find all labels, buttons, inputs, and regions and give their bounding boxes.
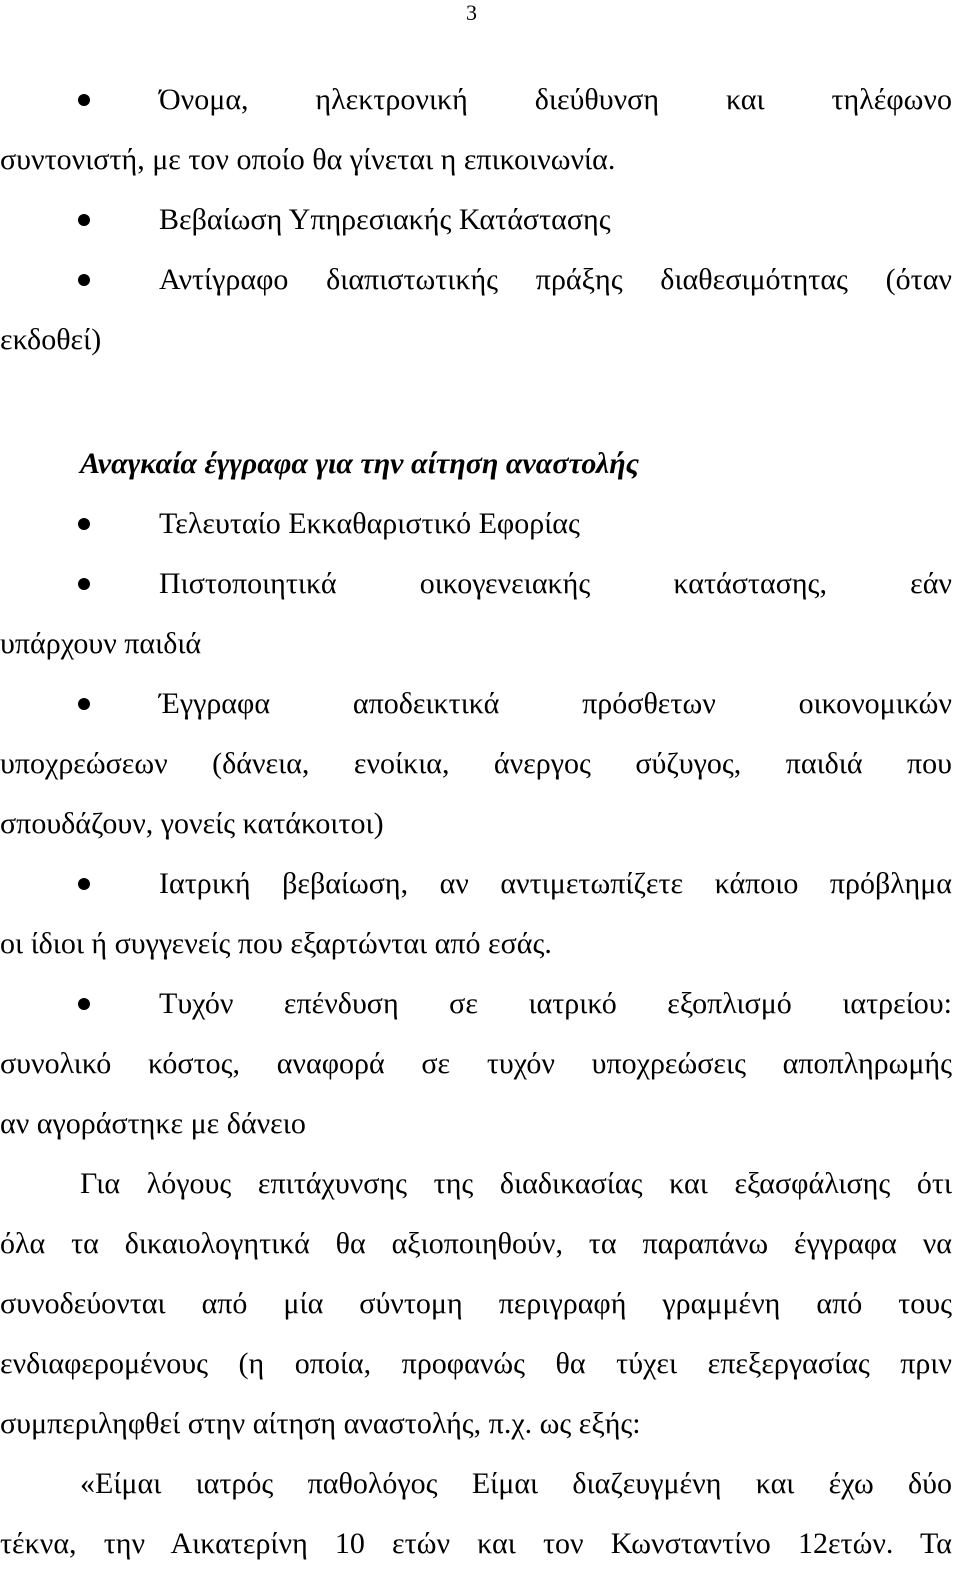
bullet-icon <box>78 878 90 890</box>
paragraph-line: όλα τα δικαιολογητικά θα αξιοποιηθούν, τα παραπάνω έγγραφα να <box>0 1227 952 1260</box>
list-item-text: συντονιστή, με τον οποίο θα γίνεται η επικοινωνία. <box>0 143 616 176</box>
bullet-icon <box>78 518 90 530</box>
bullet-icon <box>78 214 90 226</box>
paragraph-line: συνοδεύονται από μία σύντομη περιγραφή γραμμένη από τους <box>0 1287 952 1320</box>
quote <box>0 1454 952 1574</box>
quote-line: «Είμαι ιατρός παθολόγος Είμαι διαζευγμένη και έχω δύο <box>80 1467 952 1500</box>
list-item <box>0 674 952 854</box>
list-item-text: υποχρεώσεων (δάνεια, ενοίκια, άνεργος σύζυγος, παιδιά που <box>0 747 952 780</box>
bullet-icon <box>78 578 90 590</box>
list-item-text: Έγγραφα αποδεικτικά πρόσθετων οικονομικών <box>159 687 952 720</box>
list-item <box>0 250 952 370</box>
list-item <box>0 494 952 554</box>
paragraph <box>0 1154 952 1454</box>
list-item-text: Τυχόν επένδυση σε ιατρικό εξοπλισμό ιατρείου: <box>159 987 952 1020</box>
list-item-text: υπάρχουν παιδιά <box>0 627 202 660</box>
page-number: 3 <box>466 0 477 25</box>
list-item-text: Βεβαίωση Υπηρεσιακής Κατάστασης <box>159 203 611 236</box>
list-item-text: οι ίδιοι ή συγγενείς που εξαρτώνται από εσάς. <box>0 927 552 960</box>
document-body <box>0 70 952 1574</box>
list-item-text: Τελευταίο Εκκαθαριστικό Εφορίας <box>159 507 580 540</box>
list-item <box>0 554 952 674</box>
list-item-text: Όνομα, ηλεκτρονική διεύθυνση και τηλέφωνο <box>159 83 952 116</box>
paragraph-line: Για λόγους επιτάχυνσης της διαδικασίας και εξασφάλισης ότι <box>80 1167 952 1200</box>
list-item-text: σπουδάζουν, γονείς κατάκοιτοι) <box>0 807 384 840</box>
bullet-icon <box>78 94 90 106</box>
quote-line: τέκνα, την Αικατερίνη 10 ετών και τον Κωνσταντίνο 12ετών. Τα <box>0 1527 952 1560</box>
paragraph-line: ενδιαφερομένους (η οποία, προφανώς θα τύχει επεξεργασίας πριν <box>0 1347 952 1380</box>
paragraph-line: συμπεριληφθεί στην αίτηση αναστολής, π.χ. ως εξής: <box>0 1407 641 1440</box>
bullet-icon <box>78 998 90 1010</box>
list-item-text: συνολικό κόστος, αναφορά σε τυχόν υποχρεώσεις αποπληρωμής <box>0 1047 952 1080</box>
list-item-text: Πιστοποιητικά οικογενειακής κατάστασης, εάν <box>159 567 952 600</box>
list-item-text: Αντίγραφο διαπιστωτικής πράξης διαθεσιμότητας (όταν <box>159 263 952 296</box>
list-item-text: αν αγοράστηκε με δάνειο <box>0 1107 306 1140</box>
bullet-icon <box>78 698 90 710</box>
list-item <box>0 70 952 190</box>
list-item <box>0 854 952 974</box>
list-item-text: Ιατρική βεβαίωση, αν αντιμετωπίζετε κάποιο πρόβλημα <box>159 867 952 900</box>
bullet-icon <box>78 274 90 286</box>
section-heading: Αναγκαία έγγραφα για την αίτηση αναστολής <box>80 447 640 480</box>
list-item <box>0 974 952 1154</box>
list-item <box>0 190 952 250</box>
list-item-text: εκδοθεί) <box>0 323 102 356</box>
